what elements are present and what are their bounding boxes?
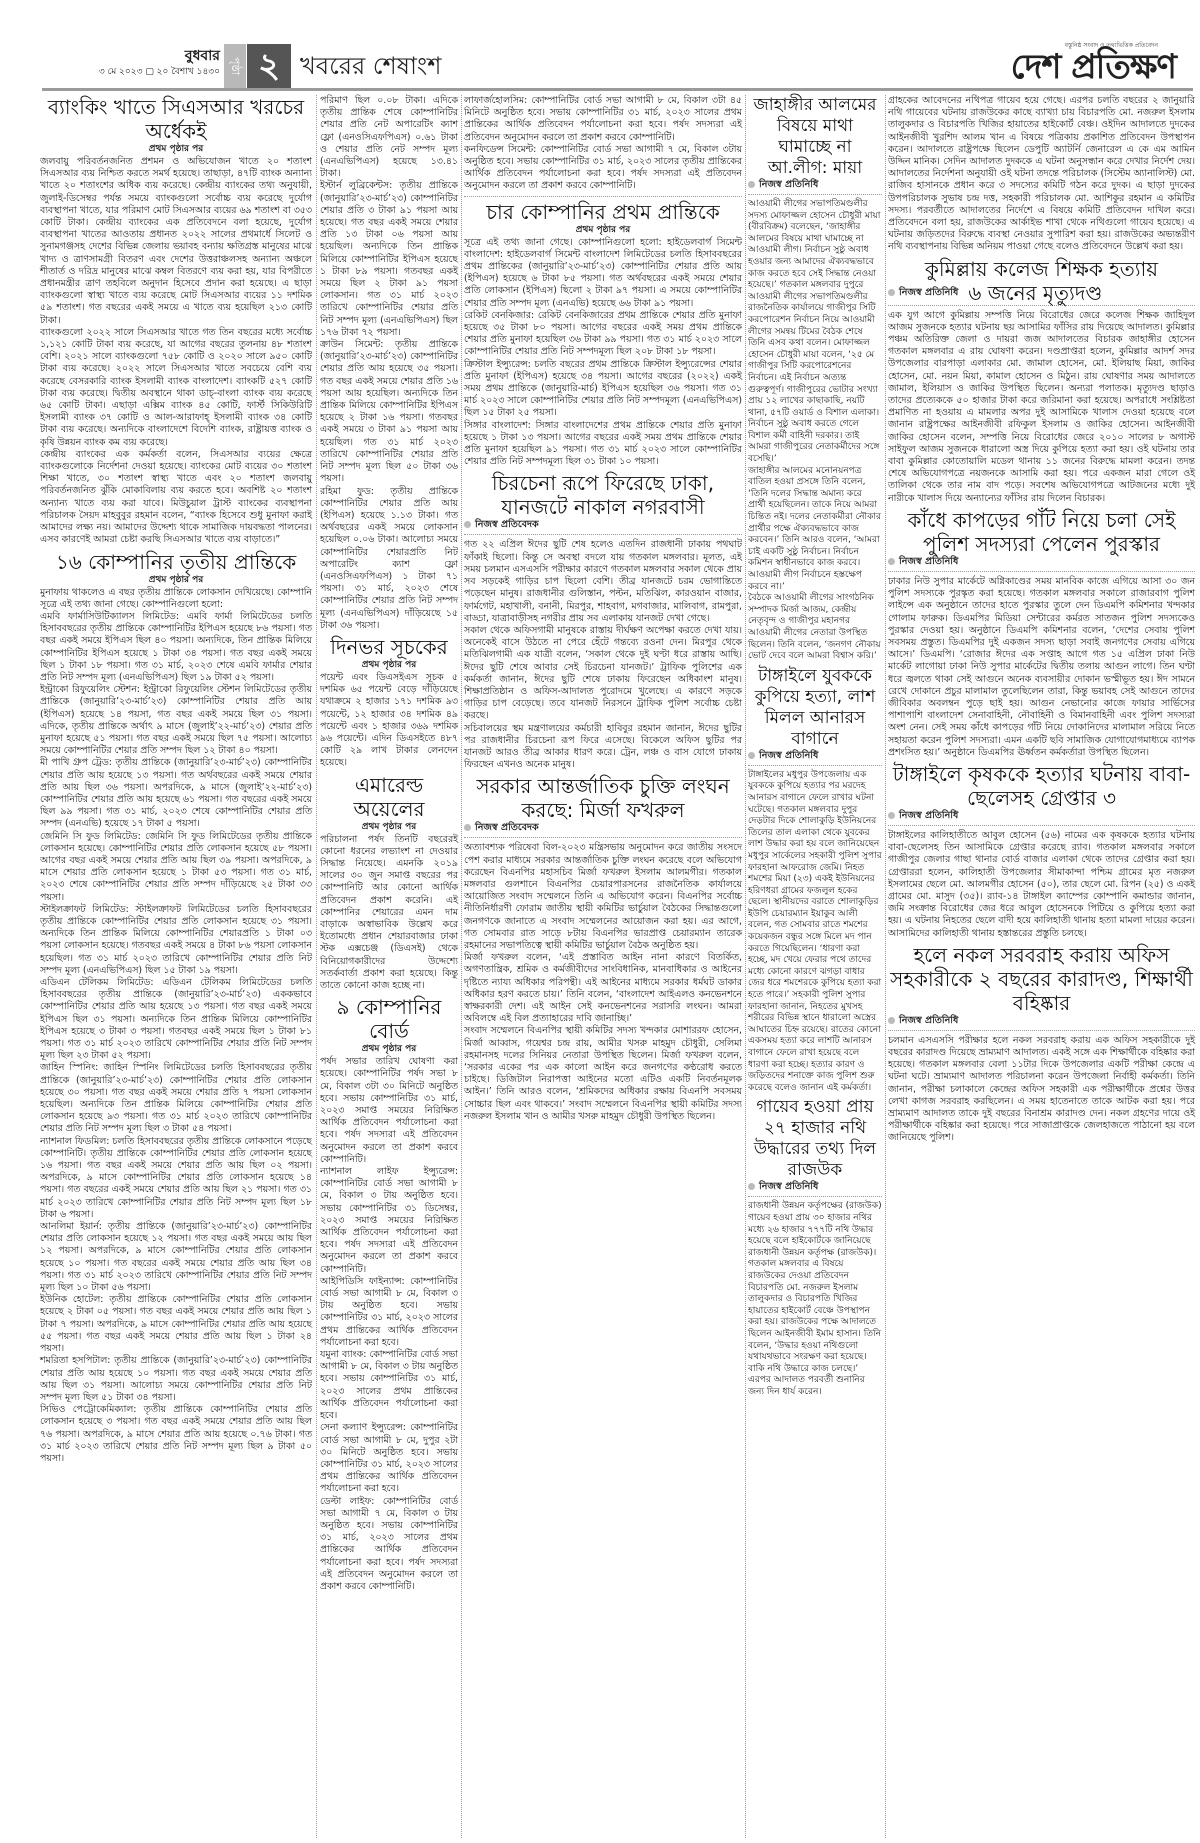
paragraph: পর্ষদ সভার তারিখ ঘোষণা করা হয়েছে। কোম্পানিটির পর্ষদ সভা ৮ মে, বিকাল ৩টা ৩০ মিনিটে অনুষ্ঠিত হবে। সভায় কোম্পানিটির ৩১ মার্চ, ২০২৩ সমাপ্ত সময়ের নিরিক্ষিত আর্থিক প্রতিবেদন পর্যালোচনা করা হবে। পর্ষদ সদস্যরা এই প্রতিবেদন অনুমোদন করলে তা প্রকাশ করবে কোম্পানিটি। [320, 1056, 458, 1165]
paragraph: সচিবালয়ের স্থম মন্ত্রণালয়ের কর্মচারী হাবিবুর রহমান জানান, ঈদের ছুটির পর রাজধানীর চিরচেনা রূপ ফিরে এসেছে। বিকেলে অফিস ছুটির পর যানজট আরও তীব্র আকার ধারণ করে। ট্রেন, লঞ্চ ও বাস যোগে ঢাকায় ফিরছেন এখনও অনেক মানুষ। [464, 722, 742, 771]
paragraph: পরিচালনা পর্ষদ তিনটি বছরেরই কোনো ধরনের লভ্যাংশ না দেওয়ার সিদ্ধান্ত নিয়েছে। এমনকি ২০১৯ সালের ৩০ জুন সমাপ্ত বছরের পর কোম্পানিটি আর কোনো আর্থিক প্রতিবেদন প্রকাশ করেনি। এই কোম্পানির শেয়ারের এমন দাম বাড়াকে অস্বাভাবিক উল্লেখ করে ইতোমধ্যে প্রধান শেয়ারবাজার ঢাকা স্টক এক্সচেঞ্জ (ডিএসই) থেকে বিনিয়োগকারীদের উদ্দেশ্যে সতর্কবার্তা প্রকাশ করা হয়েছে। কিন্তু তাতে কোনো কাজ হচ্ছে না। [320, 833, 458, 991]
byline-text: নিজস্ব প্রতিনিধি [899, 809, 959, 821]
article-hall [888, 943, 1195, 1145]
issue-date: ৩ মে ২০২৩ ▢ ২০ বৈশাখ ১৪৩০ [98, 67, 220, 77]
article-body [888, 310, 1195, 505]
paragraph: টাঙ্গাইলের কালিহাতীতে আবুল হোসেন (৫৬) নামের এক কৃষককে হত্যার ঘটনায় বাবা-ছেলেসহ তিন আসামিকে গ্রেপ্তার করেছে র‍্যাব। গতকাল মঙ্গলবার সকালে গাজীপুর জেলার গাছা থানার বোর্ড বাজার এলাকা থেকে তাদের গ্রেপ্তার করা হয়। গ্রেপ্তাররা হলেন, কালিহাতী উপজেলার সীমাকান্দা পশ্চিম গ্রামের মৃত নজরুল ইসলামের ছেলে মো. আলমগীর হোসেন (৫০), তার ছেলে মো. রিপন (২৫) ও একই গ্রামের মো. মাসুদ (৩৫)। র‍্যাব-১৪ টাঙ্গাইল ক্যাম্পের কোম্পানি কমান্ডার জানান, জমি সংক্রান্ত বিরোধের জের ধরে আবুল হোসেনকে পিটিয়ে ও কুপিয়ে হত্যা করা হয়। এ ঘটনায় নিহতের ছেলে বাদী হয়ে কালিহাতী থানায় হত্যা মামলা দায়ের করেন। আসামিদের কালিহাতী থানায় হস্তান্তরের প্রস্তুতি চলছে। [888, 829, 1195, 939]
article-col2cont [320, 95, 458, 632]
article-body [320, 1056, 458, 1593]
article-body [464, 842, 742, 1123]
column-divider [745, 95, 746, 1838]
paragraph: টাঙ্গাইলের মধুপুর উপজেলায় এক যুবককে কুপিয়ে হত্যার পর মরদেহ আনারস বাগানে ফেলে রাখার ঘটনা ঘটেছে। গতকাল মঙ্গলবার দুপুর দেড়টার দিকে শোলাকুড়ি ইউনিয়নের তিলের তাল এলাকা থেকে যুবকের লাশ উদ্ধার করা হয় বলে জানিয়েছেন মধুপুর সার্কেলের সহকারী পুলিশ সুপার ফারহানা আফরোজ জেমি। নিহত শমশের মিয়া (২৩) একই ইউনিয়নের হরিণধরা গ্রামের ফজলুল হকের ছেলে। স্থানীয়দের বরাতে শোলাকুড়ির ইউপি চেয়ারম্যান ইয়াকুব আলী বলেন, গত সোমবার রাতে শমশের কয়েকজন বন্ধুর সঙ্গে মিলে মদ পান করতে গিয়েছিলেন। ‘ধারণা করা হচ্ছে, মদ খেয়ে ফেরার পথে তাদের মধ্যে কোনো কারণে ঝগড়া বাধার জের ধরে শমশেরকে কুপিয়ে হত্যা করা হতে পারে।’ সহকারী পুলিশ সুপার ফারহানা জানান, নিহতের মুখসহ শরীরের বিভিন্ন স্থানে ধারালো অস্ত্রের আঘাতের চিহ্ন রয়েছে। রাতের কোনো একসময় হত্যা করে লাশটি আনারস বাগানে ফেলে রাখা হয়েছে বলে ধারণা করা হচ্ছে। হত্যার কারণ ও জড়িতদের শনাক্তে কাজ পুলিশ শুরু করেছে বলেও জানান এই কর্মকর্তা। [748, 769, 882, 1093]
paragraph: এমবি ফার্মাসিউটিক্যালস লিমিটেড: এমবি ফার্মা লিমিটেডের চলতি হিসাববছরের তৃতীয় প্রান্তিকে কোম্পানিটির ইপিএস হয়েছে ৮৬ পয়সা। গত বছর একই সময়ে ইপিএস ছিল ৪০ পয়সা। অন্যদিকে, তিন প্রান্তিক মিলিয়ে কোম্পানিটির ইপিএস হয়েছে ১ টাকা ৩৪ পয়সা। গত বছর একই সময়ে ছিল ১ টাকা ১৮ পয়সা। গত ৩১ মার্চ, ২০২৩ শেষে এমবি ফার্মার শেয়ার প্রতি নিট সম্পদ মূল্য (এনএভিপিএস) ছিল ১৯ টাকা ৫২ পয়সা। [40, 610, 312, 683]
issue-day: বুধবার [184, 48, 220, 64]
article-tangail1 [748, 666, 882, 1095]
byline-text: নিজস্ব প্রতিবেদক [475, 822, 539, 834]
paragraph: ডেল্টা লাইফ: কোম্পানিটির বোর্ড সভা আগামী ৭ মে, বিকাল ৩ টায় অনুষ্ঠিত হবে। সভায় কোম্পানিটির ৩১ মার্চ, ২০২৩ সালের প্রথম প্রান্তিকের আর্থিক প্রতিবেদন পর্যালোচনা করা হবে। পর্ষদ সদস্যরা এই প্রতিবেদন অনুমোদন করলে তা প্রকাশ করবে কোম্পানিটি। [320, 1495, 458, 1592]
paragraph: জাহিন স্পিনিং: জাহিন স্পিনিং লিমিটেডের চলতি হিসাববছরের তৃতীয় প্রান্তিকে (জানুয়ারি’২৩-মার্চ’২৩) কোম্পানিটির শেয়ার প্রতি লোকসান হয়েছে ৩০ পয়সা। গত বছর একই সময়ে শেয়ার প্রতি ৭ পয়সা লোকসান হয়েছিল। অন্যদিকে তিন প্রান্তিক মিলিয়ে কোম্পানিটির শেয়ার প্রতি লোকসান হয়েছে ৯৩ পয়সা। গত ৩১ মার্চ ২০২৩ তারিখে কোম্পানিটির শেয়ার প্রতি নিট সম্পদ মূল্য ছিল ৩ টাকা ৫৪ পয়সা। [40, 1062, 312, 1135]
article-q3 [40, 550, 312, 1466]
paragraph: গ্রাহকের আবেদনের নথিপত্র গায়েব হয়ে গেছে। এরপর চলতি বছরের ২ জানুয়ারি নথি গায়েবের ঘটনায় রাজউকের কাছে ব্যাখ্যা চায় বিচারপতি মো. নজরুল ইসলাম তালুকদার ও বিচারপতি খিজির হায়াতের হাইকোর্ট বেঞ্চ। ওইদিন আদালতে দুদকের আইনজীবী খুরশিদ আলম খান এ বিষয়ে পত্রিকায় প্রকাশিত প্রতিবেদন উপস্থাপন করেন। আদালতে রাষ্ট্রপক্ষে ছিলেন ডেপুটি অ্যাটর্নি জেনারেল এ কে এম আমিন উদ্দিন মানিক। সেদিন আদালত দুদককে এ ঘটনা অনুসন্ধান করে দেখার নির্দেশ দেয়। আদালতের নির্দেশনা অনুযায়ী ওই ঘটনা তদন্তে পরিচালক (সিস্টেম অ্যানালিস্ট) মো. রাজিব হাসানকে প্রধান করে ৩ সদস্যের কমিটি গঠন করে দুদক। এ ছাড়া দুদকের উপপরিচালক সুভাষ চন্দ্র দত্ত, সহকারী পরিচালক মো. আশিকুর রহমান এ কমিটির সদস্য। পরবর্তীতে আদালতের নির্দেশে এ বিষয়ে কমিটি প্রতিবেদন দাখিল করে। প্রতিবেদনে বলা হয়, রাজউকের আর্কাইভ শাখা থেকে নথিগুলো গায়েব হয়েছে। এ ঘটনায় জড়িতদের বিরুদ্ধে ব্যবস্থা নেওয়ার সুপারিশ করা হয়। রাজউকের অভ্যন্তরীণ নথি ব্যবস্থাপনায় বিভিন্ন অনিয়ম পাওয়া গেছে বলেও প্রতিবেদনে উল্লেখ করা হয়। [888, 95, 1195, 253]
paragraph: ইস্টার্ন লুব্রিকেন্টস: তৃতীয় প্রান্তিকে (জানুয়ারি’২৩-মার্চ’২৩) কোম্পানিটির শেয়ার প্রতি ৩ টাকা ৯১ পয়সা আয় হয়েছে। গত বছর একই সময়ে শেয়ার প্রতি ১৩ টাকা ০৬ পয়সা আয় হয়েছিল। অন্যদিকে তিন প্রান্তিক মিলিয়ে কোম্পানিটির ইপিএস হয়েছে ১ টাকা ৮৯ পয়সা। গতবছর একই সময়ে ছিল ২ টাকা ৯১ পয়সা লোকসান। গত ৩১ মার্চ ২০২৩ তারিখে কোম্পানিটির শেয়ার প্রতি নিট সম্পদ মূল্য (এনএভিপিএস) ছিল ১৭৬ টাকা ৭২ পয়সা। [320, 180, 458, 338]
article-lafarge [464, 95, 742, 197]
byline-dot-icon [888, 289, 895, 296]
headline: ১৬ কোম্পানির তৃতীয় প্রান্তিকে [55, 549, 297, 574]
paragraph: মী পাখি গ্রুপ ট্রেড: তৃতীয় প্রান্তিকে (জানুয়ারি’২৩-মার্চ’২৩) কোম্পানিটির শেয়ার প্রতি আয় হয়েছে ১৩ পয়সা। গত অর্থবছরের একই সময়ে শেয়ার প্রতি আয় ছিল ৩৬ পয়সা। অপরদিকে, ৯ মাসে (জুলাই’২২-মার্চ’২৩) কোম্পানিটির শেয়ার প্রতি আয় হয়েছে ৬১ পয়সা। গত বছরের একই সময়ে ছিল ৯৯ পয়সা। গত ৩১ মার্চ, ২০২৩ শেষে কোম্পানিটির শেয়ার প্রতি সম্পদ (এনএভি) হয়েছে ১৭ টাকা ৫ পয়সা। [40, 757, 312, 830]
article-body [40, 587, 312, 1466]
column-3 [464, 95, 742, 1126]
byline-text: নিজস্ব প্রতিনিধি [759, 1181, 819, 1193]
headline-second-line: ৬ জনের মৃত্যুদণ্ড [968, 280, 1103, 305]
paragraph: জেমিনি সি ফুড লিমিটেড: জেমিনি সি ফুড লিমিটেডের তৃতীয় প্রান্তিকে লোকসান হয়েছে। কোম্পানিটির শেয়ার প্রতি লোকসান হয়েছে ৫৮ পয়সা। আগের বছর একই সময়ে শেয়ার প্রতি আয় ছিল ৩৯ পয়সা। অপরদিকে, ৯ মাসে শেয়ার প্রতি লোকসান হয়েছে ১ টাকা ৫৩ পয়সা। গত ৩১ মার্চ, ২০২৩ শেষে কোম্পানিটির শেয়ার প্রতি সম্পদ দাঁড়িয়েছে ২৫ টাকা ৩৩ পয়সা। [40, 830, 312, 903]
byline-dot-icon [888, 1017, 895, 1024]
paragraph: অত্যাবশ্যক পরিষেবা বিল-২০২৩ মন্ত্রিসভায় অনুমোদন করে জাতীয় সংসদে পেশ করার মাধ্যমে সরকার আন্তর্জাতিক চুক্তি লংঘন করেছে বলে অভিযোগ করেছেন বিএনপির মহাসচিব মির্জা ফখরুল ইসলাম আলমগীর। গতকাল মঙ্গলবার গুলশানে বিএনপির চেয়ারপারসনের রাজনৈতিক কার্যালয়ে আয়োজিত সংবাদ সম্মেলনে তিনি এ অভিযোগ করেন। বিএনপির সর্বোচ্চ নীতিনির্ধারণী ফোরাম জাতীয় স্থায়ী কমিটির ভার্চুয়াল বৈঠকের সিদ্ধান্তগুলো জনগণকে জানাতে এ সংবাদ সম্মেলনের আয়োজন করা হয়। এর আগে, গত সোমবার রাত সাড়ে ৮টায় বিএনপির ভারপ্রাপ্ত চেয়ারম্যান তারেক রহমানের সভাপতিত্বে স্থায়ী কমিটির ভার্চুয়াল বৈঠক অনুষ্ঠিত হয়। [464, 842, 742, 951]
column-2 [320, 95, 458, 1596]
byline [888, 810, 1195, 826]
continued-from-front-page: প্রথম পৃষ্ঠার পর [575, 224, 631, 235]
paragraph: আইপিডিসি ফাইন্যান্স: কোম্পানিটির বোর্ড সভা আগামী ৮ মে, বিকাল ৩ টায় অনুষ্ঠিত হবে। সভায় কোম্পানিটির ৩১ মার্চ, ২০২৩ সালের প্রথম প্রান্তিকের আর্থিক প্রতিবেদন পর্যালোচনা করা হবে। [320, 1275, 458, 1348]
article-body [464, 539, 742, 771]
article-dinbhor [320, 635, 458, 770]
article-char [464, 200, 742, 469]
headline: জাহাঙ্গীর আলমের বিষয়ে মাথা ঘামাচ্ছে না আ.লীগ: মায়া [753, 95, 877, 178]
article-jahangir [748, 95, 882, 663]
article-board9 [320, 995, 458, 1593]
byline-text: নিজস্ব প্রতিনিধি [759, 749, 819, 761]
column-divider [316, 95, 317, 1838]
headline-row [888, 281, 1195, 306]
page-number: ২ [247, 44, 291, 88]
byline [464, 822, 742, 838]
byline [748, 179, 882, 195]
byline [748, 1181, 882, 1197]
byline-text: নিজস্ব প্রতিনিধি [759, 179, 819, 190]
headline: ৯ কোম্পানির বোর্ড [336, 995, 442, 1044]
paragraph: মুনাফায় থাকলেও এ বছর তৃতীয় প্রান্তিকে লোকসান দেখিয়েছে। কোম্পানি সূত্রে এই তথ্য জানা গেছে। কোম্পানিগুলো হলো: [40, 586, 312, 610]
headline: টাঙ্গাইলে যুবককে কুপিয়ে হত্যা, লাশ মিলল আনারস বাগানে [754, 665, 876, 749]
paragraph: কনফিডেন্স সিমেন্ট: কোম্পানিটির বোর্ড সভা আগামী ৭ মে, বিকাল ৩টায় অনুষ্ঠিত হবে। সভায় কোম্পানিটির ৩১ মার্চ, ২০২৩ সালের তৃতীয় প্রান্তিকের আর্থিক প্রতিবেদন পর্যালোচনা করা হবে। পর্ষদ সদস্যরা এই প্রতিবেদন অনুমোদন করলে তা প্রকাশ করবে কোম্পানিটি। [464, 143, 742, 192]
article-cumilla [888, 257, 1195, 505]
article-sarkar [464, 774, 742, 1123]
headline: টাঙ্গাইলে কৃষককে হত্যার ঘটনায় বাবা-ছেলেসহ গ্রেপ্তার ৩ [892, 761, 1191, 810]
paragraph: রেকিট বেনকিজার: রেকিট বেনকিজারের প্রথম প্রান্তিকে শেয়ার প্রতি মুনাফা হয়েছে ৩৫ টাকা ৮০ পয়সা। আগের বছরের একই সময় প্রথম প্রান্তিকে শেয়ার প্রতি মুনাফা হয়েছিল ৩৬ টাকা ৯৯ পয়সা। গত ৩১ মার্চ ২০২৩ সালে কোম্পানিটির শেয়ার প্রতি নিট সম্পদমূল্য ছিল ২০৮ টাকা ১৮ পয়সা। [464, 309, 742, 358]
article-body [748, 770, 882, 1095]
byline-text: নিজস্ব প্রতিবেদক [475, 519, 539, 531]
paragraph: রহিমা ফুড: তৃতীয় প্রান্তিকে কোম্পানিটির শেয়ার প্রতি আয় (ইপিএস) হয়েছে ১.১৩ টাকা। গত অর্থবছরের একই সময়ে লোকসান হয়েছিল ০.০৬ টাকা। আলোচ্য সময়ে কোম্পানিটির শেয়ারপ্রতি নিট অপারেটিং ক্যাশ ফ্লো (এনওসিএফপিএস) ১ টাকা ৭১ পয়সা। ৩১ মার্চ, ২০২৩ শেষে কোম্পানিটির শেয়ার প্রতি নিট সম্পদ মূল্য (এনএভিপিএস) দাঁড়িয়েছে ১৫ টাকা ৩৬ পয়সা। [320, 485, 458, 631]
headline: চার কোম্পানির প্রথম প্রান্তিকে [486, 199, 720, 224]
byline [888, 556, 1195, 572]
article-body [40, 156, 312, 547]
byline-text: নিজস্ব প্রতিনিধি [899, 286, 959, 298]
headline: হলে নকল সরবরাহ করায় অফিস সহকারীকে ২ বছরের কারাদণ্ড, শিক্ষার্থী বহিষ্কার [890, 942, 1193, 1015]
byline-dot-icon [888, 812, 895, 819]
paragraph: জলবায়ু পরিবর্তনজনিত প্রশমন ও অভিযোজন খাতে ২০ শতাংশ সিএসআর ব্যয় নিশ্চিত করতে সমর্থ হয়েছে। তাছাড়া, ৪৭টি ব্যাংক অন্যান্য খাতে ২০ শতাংশের অধিক ব্যয় করেছে। কেন্দ্রীয় ব্যাংকের তথ্য অনুযায়ী, জুলাই-ডিসেম্বর পর্যন্ত সময়ে ব্যাংকগুলো সর্বোচ্চ ব্যয় করেছে দুর্যোগ ব্যবস্থাপনা খাতে, যার পরিমাণ মোট সিএসআর ব্যয়ের ৬৯ শতাংশ বা ৩৫৩ কোটি টাকা। কেন্দ্রীয় ব্যাংকের এক প্রতিবেদনে বলা হয়েছে, দুর্যোগ ব্যবস্থাপনা খাতের আওতায় প্রধানত ২০২২ সালের প্রথমার্ধে সিলেট ও সুনামগঞ্জসহ দেশের বিভিন্ন জেলায় ভয়াবহ বন্যায় ক্ষতিগ্রস্ত মানুষের মাঝে খাদ্য ও ত্রাণসামগ্রী বিতরণ এবং দেশের উত্তরাঞ্চলসহ অন্যান্য অঞ্চলে শীতার্ত ও দরিদ্র মানুষের মাঝে কম্বল বিতরণে ব্যয় করা হয়, যার বিপরীতে প্রধানমন্ত্রীর ত্রাণ তহবিলে অনুদান হিসেবে প্রদান করা হয়েছে। এ ছাড়া ব্যাংকগুলো স্বাস্থ্য খাতে ব্যয় করেছে মোট সিএসআর ব্যয়ের ১১ দশমিক ৫৯ শতাংশ। গত বছরের একই সময়ে এ খাতে ব্যয় হয়েছিল ২১৩ কোটি টাকা। [40, 156, 312, 326]
paragraph: কেন্দ্রীয় ব্যাংকের এক কর্মকর্তা বলেন, সিএসআর ব্যয়ের ক্ষেত্রে ব্যাংকগুলোকে নির্দেশনা দেওয়া হয়েছে। ব্যাংকের মোট ব্যয়ের ৩০ শতাংশ শিক্ষা খাতে, ৩০ শতাংশ স্বাস্থ্য খাতে এবং ২০ শতাংশ জলবায়ু পরিবর্তনজনিত ঝুঁকি মোকাবিলায় ব্যয় করতে হবে। অবশিষ্ট ২০ শতাংশ অন্যান্য খাতে ব্যয় করা যাবে। মিউচুয়াল ট্রাস্ট ব্যাংকের ব্যবস্থাপনা পরিচালক সৈয়দ মাহবুবুর রহমান বলেন, “ব্যাংক হিসেবে শুধু মুনাফা করাই আমাদের লক্ষ্য নয়। আমাদের উদ্দেশ্য থাকে সামাজিক দায়বদ্ধতা পালনের। এসব কারণেই আমরা চেষ্টা করছি সিএসআর খাতে ব্যয় বাড়াতে।” [40, 448, 312, 546]
article-body [888, 576, 1195, 759]
headline: এমারেল্ড অয়েলের [353, 772, 425, 821]
article-body [888, 1035, 1195, 1145]
paragraph: চলমান এসএসসি পরীক্ষার হলে নকল সরবরাহ করায় এক অফিস সহকারীকে দুই বছরের কারাদণ্ড দিয়েছে ভ্রাম্যমাণ আদালত। একই সঙ্গে এক শিক্ষার্থীকে বহিষ্কার করা হয়েছে। গতকাল মঙ্গলবার বেলা ১১টার দিকে উপজেলার একটি পরীক্ষা কেন্দ্রে এ ঘটনা ঘটে। ভ্রাম্যমাণ আদালত পরিচালনা করেন উপজেলা নির্বাহী কর্মকর্তা। তিনি জানান, পরীক্ষা চলাকালে কেন্দ্রের অফিস সহকারী এক পরীক্ষার্থীকে প্রশ্নের উত্তর লেখা কাগজ সরবরাহ করছিলেন। এ সময় হাতেনাতে তাকে আটক করা হয়। পরে ভ্রাম্যমাণ আদালত তাকে দুই বছরের বিনাশ্রম কারাদণ্ড দেন। নকল গ্রহণের দায়ে ওই পরীক্ষার্থীকে বহিষ্কার করা হয়েছে। পরে সাজাপ্রাপ্তকে জেলহাজতে পাঠানো হয় বলে জানিয়েছে পুলিশ। [888, 1034, 1195, 1144]
paragraph: সেনা কল্যাণ ইন্স্যুরেন্স: কোম্পানিটির বোর্ড সভা আগামী ৮ মে, দুপুর ২টা ৩০ মিনিটে অনুষ্ঠিত হবে। সভায় কোম্পানিটির ৩১ মার্চ, ২০২৩ সালের প্রথম প্রান্তিকের আর্থিক প্রতিবেদন পর্যালোচনা করা হবে। [320, 1422, 458, 1495]
article-body [888, 95, 1195, 254]
paragraph: লাফার্জহোলসিম: কোম্পানিটির বোর্ড সভা আগামী ৮ মে, বিকাল ৩টা ৪৫ মিনিটে অনুষ্ঠিত হবে। সভায় কোম্পানিটির ৩১ মার্চ, ২০২৩ সালের প্রথম প্রান্তিকের আর্থিক প্রতিবেদন পর্যালোচনা করা হবে। পর্ষদ সদস্যরা এই প্রতিবেদন অনুমোদন করলে তা প্রকাশ করবে কোম্পানিটি। [464, 95, 742, 143]
paragraph: পয়েন্ট এবং ডিএসইএস সূচক ৫ দশমিক ৬৫ পয়েন্ট বেড়ে দাঁড়িয়েছে যথাক্রমে ২ হাজার ১৭১ দশমিক ৯৩ পয়েন্টে, ১২ হাজার ৩৪ দশমিক ৪৯ পয়েন্টে এবং ১ হাজার ৩৬৯ দশমিক ৯৬ পয়েন্টে। এদিন ডিএসইতে ৪৮৭ কোটি ২৯ লাখ টাকার লেনদেন হয়েছে। [320, 671, 458, 769]
headline: ব্যাংকিং খাতে সিএসআর খরচের অর্ধেকই [47, 95, 305, 143]
logo-tagline: বস্তুনিষ্ঠ সংবাদ ও তথ্যভিত্তিক প্রতিবেদন [1064, 42, 1158, 49]
continued-from-front-page: প্রথম পৃষ্ঠার পর [148, 144, 204, 154]
story-divider [464, 196, 742, 197]
headline: দিনভর সূচকের [330, 634, 448, 659]
paragraph: যমুনা ব্যাংক: কোম্পানিটির বোর্ড সভা আগামী ৮ মে, বিকাল ৩ টায় অনুষ্ঠিত হবে। সভায় কোম্পানিটির ৩১ মার্চ, ২০২৩ সালের প্রথম প্রান্তিকের আর্থিক প্রতিবেদন পর্যালোচনা করা হবে। [320, 1349, 458, 1422]
headline: কাঁধে কাপড়ের গাঁট নিয়ে চলা সেই পুলিশ সদস্যরা পেলেন পুরস্কার [907, 507, 1176, 556]
paragraph: বৈঠকে আওয়ামী লীগের সাংগঠনিক সম্পাদক মির্জা আজম, কেন্দ্রীয় নেতৃবৃন্দ ও গাজীপুর মহানগর আওয়ামী লীগের নেতারা উপস্থিত ছিলেন। তিনি বলেন, ‘জনগণ নৌকায় ভোট দেবে বলে আমরা বিশ্বাস করি।’ [748, 593, 881, 662]
section-title: খবরের শেষাংশ [300, 52, 442, 80]
article-chirchena [464, 471, 742, 771]
byline [748, 750, 882, 766]
paragraph: সিভিও পেট্রোকেমিক্যাল: তৃতীয় প্রান্তিকে কোম্পানিটির শেয়ার প্রতি লোকসান হয়েছে ৩ পয়সা। গত বছর একই সময়ে শেয়ার প্রতি আয় ছিল ৭৬ পয়সা। অপরদিকে, ৯ মাসে শেয়ার প্রতি আয় হয়েছে ০.৭৬ টাকা। গত ৩১ মার্চ ২০২৩ তারিখে শেয়ার প্রতি নিট সম্পদ মূল্য ছিল ৯ টাকা ৫০ পয়সা। [40, 1404, 312, 1464]
column-divider [461, 95, 462, 1838]
byline [888, 287, 968, 299]
article-police [888, 508, 1195, 759]
paragraph: ইউনিক হোটেল: তৃতীয় প্রান্তিকে কোম্পানিটির শেয়ার প্রতি লোকসান হয়েছে ২ টাকা ০৫ পয়সা। গত বছর একই সময়ে শেয়ার প্রতি আয় ছিল ১ টাকা ৭ পয়সা। অপরদিকে, ৯ মাসে কোম্পানিটির শেয়ার প্রতি আয় হয়েছে ৫৫ পয়সা। গত বছর একই সময়ে শেয়ার প্রতি আয় ছিল ১ টাকা ২৪ পয়সা। [40, 1294, 312, 1355]
headline: চিরচেনা রূপে ফিরেছে ঢাকা, যানজটে নাকাল নগরবাসী [491, 471, 715, 520]
header-rule [42, 88, 1193, 91]
paragraph: আনলিমা ইয়ার্ন: তৃতীয় প্রান্তিকে (জানুয়ারি’২৩-মার্চ’২৩) কোম্পানিটির শেয়ার প্রতি লোকসান হয়েছে ১২ পয়সা। গত বছর একই সময়ে আয় ছিল ১২ পয়সা। অপরদিকে, ৯ মাসে কোম্পানিটির শেয়ার প্রতি লোকসান হয়েছে ১০ পয়সা। গত বছরের একই সময়ে শেয়ার প্রতি আয় ছিল ৩৪ পয়সা। গত ৩১ মার্চ ২০২৩ তারিখে কোম্পানিটির শেয়ার প্রতি নিট সম্পদ মূল্য ছিল ১০ টাকা ৫৬ পয়সা। [40, 1221, 312, 1294]
paragraph: ন্যাশনাল ফিডমিল: চলতি হিসাববছরের তৃতীয় প্রান্তিকে লোকসানে পড়েছে কোম্পানিটি। তৃতীয় প্রান্তিকে কোম্পানিটির শেয়ার প্রতি লোকসান হয়েছে ১৬ পয়সা। গত বছর একই সময়ে শেয়ার প্রতি আয় ছিল ০২ পয়সা। অপরদিকে, ৯ মাসে কোম্পানিটির শেয়ার প্রতি লোকসান হয়েছে ১৪ পয়সা। গত বছরের একই সময়ে শেয়ার প্রতি আয় ছিল ২১ পয়সা। গত ৩১ মার্চ ২০২৩ তারিখে কোম্পানিটির শেয়ার প্রতি নিট সম্পদ মূল্য ছিল ১৮ টাকা ৬ পয়সা। [40, 1135, 312, 1220]
article-body [320, 672, 458, 770]
byline-dot-icon [748, 752, 755, 759]
article-body [464, 237, 742, 469]
article-body [320, 834, 458, 993]
column-1 [40, 95, 312, 1468]
byline-dot-icon [464, 824, 471, 831]
paragraph: গত ২২ এপ্রিল ঈদের ছুটি শেষ হলেও এতদিন রাজধানী ঢাকায় পথঘাট ফাঁকাই ছিলো। কিন্তু সে অবস্থা বদলে যায় গতকাল মঙ্গলবার। মূলত, এই সময় চলমান এসএসসি পরীক্ষার কারণে গতকাল মঙ্গলবার সকাল থেকে প্রায় সব সড়কেই গাড়ির চাপ ছিলো বেশি। তীব্র যানজটে চরম ভোগান্তিতে পড়েছেন মানুষ। রাজধানীর গুলিস্তান, পল্টন, মতিঝিল, কারওয়ান বাজার, ফার্মগেট, মহাখালী, বনানী, মিরপুর, শাহবাগ, মগবাজার, মালিবাগ, রামপুরা, বাড্ডা, যাত্রাবাড়ীসহ নগরীর প্রায় সব এলাকায় যানজট দেখা গেছে। [464, 539, 742, 624]
article-body [748, 199, 882, 663]
paragraph: এডিএন টেলিকম লিমিটেড: এডিএন টেলিকম লিমিটেডের চলতি হিসাববছরের তৃতীয় প্রান্তিকে (জানুয়ারি’২৩-মার্চ’২৩) এককভাবে কোম্পানিটির শেয়ার প্রতি আয় হয়েছে ১৩ পয়সা। গত বছর একই সময়ে ইপিএস ছিল ৩১ পয়সা। অন্যদিকে তিন প্রান্তিক মিলিয়ে কোম্পানিটির ইপিএস হয়েছে ৩ টাকা ৩ পয়সা। গতবছর একই সময়ে ছিল ১ টাকা ৮১ পয়সা। গত ৩১ মার্চ ২০২৩ তারিখে কোম্পানিটির শেয়ার প্রতি নিট সম্পদ মূল্য ছিল ২৩ টাকা ৫২ পয়সা। [40, 977, 312, 1062]
paragraph: ইন্ট্রাকো রিফুয়েলিং স্টেশন: ইন্ট্রাকো রিফুয়েলিং স্টেশন লিমিটেডের তৃতীয় প্রান্তিকে (জানুয়ারি’২৩-মার্চ’২৩) কোম্পানিটির শেয়ার প্রতি আয় (ইপিএস) হয়েছে ১৪ পয়সা, গত বছর একই সময়ে ছিল ৩১ পয়সা। এদিকে, তৃতীয় প্রান্তিকে অর্থাৎ ৯ মাসে (জুলাই’২২-মার্চ’২৩) শেয়ার প্রতি মুনাফা হয়েছে ৫১ পয়সা। গত বছর একই সময়ে ছিল ৭৫ পয়সা। আলোচ্য সময়ে কোম্পানিটির শেয়ার প্রতি সম্পদ ছিল ১২ টাকা ৪০ পয়সা। [40, 684, 312, 757]
paragraph: ক্রাউন সিমেন্ট: তৃতীয় প্রান্তিকে (জানুয়ারি’২৩-মার্চ’২৩) কোম্পানিটির শেয়ার প্রতি আয় হয়েছে ৩৫ পয়সা। গত বছর একই সময়ে শেয়ার প্রতি ১৬ পয়সা আয় হয়েছিল। অন্যদিকে তিন প্রান্তিক মিলিয়ে কোম্পানিটির ইপিএস হয়েছে ২ টাকা ১৬ পয়সা। গতবছর একই সময়ে ৩ টাকা ৯১ পয়সা আয় হয়েছিল। গত ৩১ মার্চ ২০২৩ তারিখে কোম্পানিটির শেয়ার প্রতি নিট সম্পদ মূল্য ছিল ৫০ টাকা ৩৬ পয়সা। [320, 339, 459, 485]
byline-dot-icon [748, 1183, 755, 1190]
article-csr [40, 95, 312, 547]
byline-dot-icon [748, 181, 755, 188]
paragraph: আওয়ামী লীগের সভাপতিমণ্ডলীর সদস্য মোফাজ্জল হোসেন চৌধুরী মায়া (বীরবিক্রম) বলেছেন, ‘জাহাঙ্গীর আলমের বিষয়ে মাথা ঘামাচ্ছে না আওয়ামী লীগ। নির্বাচন সুষ্ঠু অবাধ হওয়ার জন্য আমাদের ঐক্যবদ্ধভাবে কাজ করতে হবে সেই সিদ্ধান্ত নেওয়া হয়েছে।’ গতকাল মঙ্গলবার দুপুরে আওয়ামী লীগের সভাপতিমণ্ডলীর রাজনৈতিক কার্যালয়ে গাজীপুর সিটি করপোরেশন নির্বাচন নিয়ে আওয়ামী লীগের সমন্বয় টিমের বৈঠক শেষে তিনি এসব কথা বলেন। মোফাজ্জল হোসেন চৌধুরী মায়া বলেন, ‘২৫ মে গাজীপুর সিটি করপোরেশনের নির্বাচন। এই নির্বাচন অত্যন্ত গুরুত্বপূর্ণ। গাজীপুরের ভোটার সংখ্যা প্রায় ১২ লাখের কাছাকাছি, নয়টি থানা, ৫৭টি ওয়ার্ড ও বিশাল এলাকা। নির্বাচন সুষ্ঠু অবাধ করতে গেলে বিশাল কর্মী বাহিনী দরকার। তাই আমরা গাজীপুরের নেতাকর্মীদের সঙ্গে বসেছি।’ [748, 199, 881, 465]
paragraph: মির্জা ফখরুল বলেন, ‘এই প্রস্তাবিত আইন নানা কারণে বিতর্কিত, অগণতান্ত্রিক, শ্রমিক ও কর্মজীবীদের সাংবিধানিক, মানবাধিকার ও আইনের দৃষ্টিতে ন্যায্য অধিকার পরিপন্থী। এই আইনের মাধ্যমে সরকার ধর্মঘট ডাকার অধিকার হরণ করতে চায়।’ তিনি বলেন, ‘বাংলাদেশ আইএলও কনভেনশনে স্বাক্ষরকারী দেশ। এই আইন সেই কনভেনশনের সরাসরি লংঘন। আমরা অবিলম্বে এই বিল প্রত্যাহারের দাবি জানাচ্ছি।’ [464, 952, 742, 1025]
article-gayeb [748, 1097, 882, 1398]
continued-from-front-page: প্রথম পৃষ্ঠার পর [148, 574, 204, 585]
article-body [320, 95, 458, 632]
paragraph: সূত্রে এই তথ্য জানা গেছে। কোম্পানিগুলো হলো: হাইডেলবার্গ সিমেন্ট বাংলাদেশ: হাইডেলবার্গ সিমেন্ট বাংলাদেশ লিমিটেডের চলতি হিসাববছরের প্রথম প্রান্তিকের (জানুয়ারি’২৩-মার্চ’২৩) কোম্পানিটির শেয়ার প্রতি আয় (ইপিএস) হয়েছে ৬ টাকা ৮৫ পয়সা। গত অর্থবছরের একই সময়ে শেয়ার প্রতি লোকসান (ইপিএস) ছিলো ২ টাকা ৯৭ পয়সা। এ সময়ে কোম্পানিটির শেয়ার প্রতি সম্পদ মূল্য (এনএভি) হয়েছে ৬৬ টাকা ৯১ পয়সা। [464, 236, 742, 309]
newspaper-logo: দেশ প্রতিক্ষণ [1010, 47, 1176, 87]
byline-text: নিজস্ব প্রতিনিধি [899, 1014, 959, 1026]
byline [888, 1015, 1195, 1031]
paragraph: স্টাইলক্রাফট লিমিটেড: স্টাইলক্রাফট লিমিটেডের চলতি হিসাববছরের তৃতীয় প্রান্তিকে কোম্পানিটির শেয়ার প্রতি লোকসান হয়েছে ৩১ পয়সা। অন্যদিকে তিন প্রান্তিক মিলিয়ে কোম্পানিটির শেয়ারপ্রতি ১ টাকা ০৩ পয়সা লোকসান হয়েছে। গতবছর একই সময়ে ৪ টাকা ৮৬ পয়সা লোকসান হয়েছিল। গত ৩১ মার্চ ২০২৩ তারিখে কোম্পানিটির শেয়ার প্রতি নিট সম্পদ মূল্য (এনএভিপিএস) ছিল ১৫ টাকা ১৯ পয়সা। [40, 903, 312, 976]
continued-from-front-page: প্রথম পৃষ্ঠার পর [361, 821, 417, 832]
article-col5cont [888, 95, 1195, 254]
headline: গায়েব হওয়া প্রায় ২৭ হাজার নথি উদ্ধারের তথ্য দিল রাজউক [753, 1097, 877, 1181]
headline: কুমিল্লায় কলেজ শিক্ষক হত্যায় [924, 256, 1159, 281]
paragraph: ঢাকার নিউ সুপার মার্কেটে অগ্নিকাণ্ডের সময় মানবিক কাজে এগিয়ে আসা ৩০ জন পুলিশ সদস্যকে পুরস্কৃত করা হয়েছে। গতকাল মঙ্গলবার সকালে রাজারবাগ পুলিশ লাইন্সে এক অনুষ্ঠানে তাদের হাতে পুরস্কার তুলে দেন ডিএমপি কমিশনার খন্দকার গোলাম ফারুক। ডিএমপির মিডিয়া সেন্টারের কর্মরত সাতজন পুলিশ সদস্যকেও পুরস্কার দেওয়া হয়। অনুষ্ঠানে ডিএমপি কমিশনার বলেন, ‘দেশের সেবায় পুলিশ সবসময় প্রস্তুত। ডিএমপির দুই একজন সদস্য ছাড়া সবাই জনগণের সেবায় এগিয়ে আসে।’ ডিএমপি। ‘রোজার ঈদের এক সপ্তাহ আগে গত ১৫ এপ্রিল ঢাকা নিউ মার্কেট লাগোয়া ঢাকা নিউ সুপার মার্কেটের দ্বিতীয় তলায় আগুন লাগে। তিন ঘণ্টা ধরে জ্বলতে থাকা সেই আগুনে অনেক ব্যবসায়ীর দোকান ভস্মীভূত হয়। ঈদ সামনে রেখে দোকানে প্রচুর মালামাল তুলেছিলেন তারা, কিন্তু ভয়াবহ সেই আগুনে তাদের জীবিকার অবলম্বন পুড়ে ছাই হয়। আগুন নেভানোর কাজে ফায়ার সার্ভিসের পাশাপাশি বাংলাদেশ সেনাবাহিনী, নৌবাহিনী ও বিমানবাহিনী এবং পুলিশ সদস্যরা অংশ নেন। সেই সময় কাঁধে কাপড়ের গাঁট নিয়ে দোকানিদের মালামাল সরিয়ে নিতে সহায়তা করেন পুলিশ সদস্যরা। এমন একটি ছবি সামাজিক যোগাযোগমাধ্যমে ব্যাপক প্রশংসিত হয়।’ অনুষ্ঠানে ডিএমপির ঊর্ধ্বতন কর্মকর্তারা উপস্থিত ছিলেন। [888, 575, 1195, 758]
article-emerald [320, 773, 458, 993]
headline: সরকার আন্তর্জাতিক চুক্তি লংঘন করছে: মির্জা ফখরুল [476, 774, 730, 823]
paragraph: ব্যাংকগুলো ২০২২ সালে সিএসআর খাতে গত তিন বছরের মধ্যে সর্বোচ্চ ১,১২১ কোটি টাকা ব্যয় করেছে, যা আগের বছরের তুলনায় ৪৮ শতাংশ বেশি। ২০২১ সালে ব্যাংকগুলো ৭৫৮ কোটি ও ২০২০ সালে ৯৫০ কোটি টাকা ব্যয় করেছে। ২০২২ সালে সিএসআর খাতে সবচেয়ে বেশি ব্যয় করেছে বেসরকারি ব্যাংক ইসলামী ব্যাংক বাংলাদেশ। ব্যাংকটি ৫২৭ কোটি টাকা ব্যয় করেছে। দ্বিতীয় অবস্থানে থাকা ডাচ্-বাংলা ব্যাংক ব্যয় করেছে ৬৫ কোটি টাকা। এছাড়া এক্সিম ব্যাংক ৪৫ কোটি, ফার্স্ট সিকিউরিটি ইসলামী ব্যাংক ৩৭ কোটি ও আল-আরাফাহ্ ইসলামী ব্যাংক ৩৪ কোটি টাকা ব্যয় করেছে। অন্যদিকে বাংলাদেশে বিদেশি ব্যাংক, রাষ্ট্রায়ত্ত ব্যাংক ও কৃষি উন্নয়ন ব্যাংক কম ব্যয় করেছে। [40, 326, 312, 448]
paragraph: সকাল থেকে অফিসগামী মানুষকে রাস্তায় দীর্ঘক্ষণ অপেক্ষা করতে দেখা যায়। অনেকেই বাসে উঠতে না পেরে হেঁটে গন্তব্যে রওনা দেন। মিরপুর থেকে মতিঝিলগামী এক যাত্রী বলেন, ‘সকাল থেকে দুই ঘণ্টা ধরে রাস্তায় আছি। ঈদের ছুটি শেষে আবার সেই চিরচেনা যানজট।’ ট্রাফিক পুলিশের এক কর্মকর্তা জানান, ঈদের ছুটি শেষে ঢাকায় ফিরেছেন অধিকাংশ মানুষ। শিক্ষাপ্রতিষ্ঠান ও অফিস-আদালত পুরোদমে খুলেছে। এ কারণে সড়কে গাড়ির চাপ বেড়েছে। তবে যানজট নিরসনে ট্রাফিক পুলিশ সর্বোচ্চ চেষ্টা করছে। [464, 624, 742, 722]
paragraph: ক্রিস্টাল ইন্স্যুরেন্স: চলতি বছরের প্রথম প্রান্তিকে ক্রিস্টাল ইন্স্যুরেন্সের শেয়ার প্রতি মুনাফা (ইপিএস) হয়েছে ৩৪ পয়সা। আগের বছরের (২০২২) একই সময় প্রথম প্রান্তিকে (জানুয়ারি-মার্চ) ইপিএস হয়েছিল ৩৬ পয়সা। গত ৩১ মার্চ ২০২৩ সালে কোম্পানিটির শেয়ার প্রতি নিট সম্পদমূল্য (এনএভিপিএস) ছিল ১৫ টাকা ২৫ পয়সা। [464, 358, 742, 419]
article-body [888, 830, 1195, 940]
byline-dot-icon [464, 521, 471, 528]
paragraph: রাজধানী উন্নয়ন কর্তৃপক্ষের (রাজউক) গায়েব হওয়া প্রায় ৩০ হাজার নথির মধ্যে ২৬ হাজার ৭৭৭টি নথি উদ্ধার হয়েছে বলে হাইকোর্টকে জানিয়েছে রাজধানী উন্নয়ন কর্তৃপক্ষ (রাজউক)। গতকাল মঙ্গলবার এ বিষয়ে রাজউকের দেওয়া প্রতিবেদন বিচারপতি মো. নজরুল ইসলাম তালুকদার ও বিচারপতি খিজির হায়াতের হাইকোর্ট বেঞ্চে উপস্থাপন করা হয়। রাজউকের পক্ষে আদালতে ছিলেন আইনজীবী ইমাম হাসান। তিনি বলেন, ‘উদ্ধার হওয়া নথিগুলো যথাযথভাবে সংরক্ষণ করা হয়েছে। বাকি নথি উদ্ধারে কাজ চলছে।’ এরপর আদালত পরবর্তী শুনানির জন্য দিন ধার্য করেন। [748, 1201, 882, 1397]
column-divider [885, 95, 886, 1838]
paragraph: পরিমাণ ছিল ০.০৮ টাকা। এদিকে তৃতীয় প্রান্তিক শেষে কোম্পানিটির শেয়ার প্রতি নেট অপারেটিং ক্যাশ ফ্লো (এনওসিএফপিএস) ০.৬১ টাকা ও শেয়ার প্রতি নেট সম্পদ মূল্য (এনএভিপিএস) হয়েছে ১৩.৪১ টাকা। [320, 95, 458, 180]
article-body [464, 95, 742, 193]
page-label: পৃষ্ঠা [224, 44, 246, 88]
column-5 [888, 95, 1195, 1148]
paragraph: এক যুগ আগে কুমিল্লায় সম্পত্তি নিয়ে বিরোধের জেরে কলেজ শিক্ষক জাহিদুল আজম সুজনকে হত্যার ঘটনায় ছয় আসামির ফাঁসির রায় দিয়েছে আদালত। কুমিল্লার পঞ্চম অতিরিক্ত জেলা ও দায়রা জজ আদালতের বিচারক জাহাঙ্গীর হোসেন গতকাল মঙ্গলবার এ রায় ঘোষণা করেন। দণ্ডপ্রাপ্তরা হলেন, কুমিল্লার আদর্শ সদর উপজেলার বারপাড়া এলাকার মো. জামাল হোসেন, মো. ইলিয়াছ মিয়া, জাকির হোসেন, মো. নয়ন মিয়া, কামাল হোসেন ও মিঠুন। রায় ঘোষণার সময় আদালতে জামাল, ইলিয়াস ও জাকির উপস্থিত ছিলেন। অন্যরা পলাতক। মৃত্যুদণ্ড ছাড়াও তাদের প্রত্যেককে ৫০ হাজার টাকা করে জরিমানা করা হয়েছে। অপরাধে সংশ্লিষ্টতা প্রমাণিত না হওয়ায় এ মামলার অপর দুই আসামিকে খালাস দেওয়া হয়েছে বলে জানান রাষ্ট্রপক্ষের আইনজীবী রফিকুল ইসলাম ও জাকির হোসেন। আইনজীবী জাকির হোসেন বলেন, সম্পত্তি নিয়ে বিরোধের জেরে ২০১০ সালের ৮ অগাস্ট সাইফুল আজম সুজনকে ধারালো অস্ত্র দিয়ে কুপিয়ে হত্যা করা হয়। ওই ঘটনায় তার বাবা কুমিল্লার কোতোয়ালি মডেল থানায় ১১ জনের বিরুদ্ধে মামলা করেন। তদন্ত শেষে অভিযোগপত্রে নয়জনকে আসামি করা হয়। পরে একজন মারা গেলে ওই তালিকা থেকে তার নাম বাদ পড়ে। সবশেষ অভিযোগপত্রে আটজনের মধ্যে দুই নারীকে খালাস দিয়ে অন্যান্যের ফাঁসির রায় দিলেন বিচারক। [888, 309, 1195, 504]
paragraph: সিঙ্গার বাংলাদেশ: সিঙ্গার বাংলাদেশের প্রথম প্রান্তিকে শেয়ার প্রতি মুনাফা হয়েছে ১ টাকা ১৩ পয়সা। আগের বছরের একই সময় প্রথম প্রান্তিকে শেয়ার প্রতি মুনাফা হয়েছিল ৯১ পয়সা। গত ৩১ মার্চ ২০২৩ সালে কোম্পানিটির শেয়ার প্রতি নিট সম্পদমূল্য ছিল ৩১ টাকা ১০ পয়সা। [464, 419, 742, 468]
article-tangail2 [888, 762, 1195, 940]
continued-from-front-page: প্রথম পৃষ্ঠার পর [361, 659, 417, 670]
article-body [748, 1201, 882, 1398]
paragraph: জাহাঙ্গীর আলমের মনোনয়নপত্র বাতিল হওয়া প্রসঙ্গে তিনি বলেন, ‘তিনি দলের সিদ্ধান্ত অমান্য করে প্রার্থী হয়েছিলেন। তাকে নিয়ে আমরা চিন্তিত নই। দলের নেতাকর্মীরা নৌকার প্রার্থীর পক্ষে ঐক্যবদ্ধভাবে কাজ করবেন।’ তিনি আরও বলেন, ‘আমরা চাই একটি সুষ্ঠু নির্বাচন। নির্বাচন কমিশন স্বাধীনভাবে কাজ করবে। আওয়ামী লীগ নির্বাচনে হস্তক্ষেপ করবে না।’ [748, 465, 881, 592]
continued-from-front-page: প্রথম পৃষ্ঠার পর [361, 1044, 417, 1055]
paragraph: সংবাদ সম্মেলনে বিএনপির স্থায়ী কমিটির সদস্য খন্দকার মোশাররফ হোসেন, মির্জা আব্বাস, গয়েশ্বর চন্দ্র রায়, আমীর খসরু মাহমুদ চৌধুরী, সেলিমা রহমানসহ দলের সিনিয়র নেতারা উপস্থিত ছিলেন। মির্জা ফখরুল বলেন, ‘সরকার একের পর এক কালো আইন করে জনগণের কণ্ঠরোধ করতে চাইছে। ডিজিটাল নিরাপত্তা আইনের মতো এটিও একটি নিবর্তনমূলক আইন।’ তিনি আরও বলেন, ‘শ্রমিকদের অধিকার রক্ষায় বিএনপি সবসময় সোচ্চার ছিল এবং থাকবে।’ সংবাদ সম্মেলনে বিএনপির স্থায়ী কমিটির সদস্য নজরুল ইসলাম খান ও আমীর খসরু মাহমুদ চৌধুরী উপস্থিত ছিলেন। [464, 1025, 742, 1122]
paragraph: ন্যাশনাল লাইফ ইন্স্যুরেন্স: কোম্পানিটির বোর্ড সভা আগামী ৮ মে, বিকাল ৩ টায় অনুষ্ঠিত হবে। সভায় কোম্পানিটির ৩১ ডিসেম্বর, ২০২৩ সমাপ্ত সময়ের নিরিক্ষিত আর্থিক প্রতিবেদন পর্যালোচনা করা হবে। পর্ষদ সদস্যরা এই প্রতিবেদন অনুমোদন করলে তা প্রকাশ করবে কোম্পানিটি। [320, 1166, 458, 1275]
column-4 [748, 95, 882, 1401]
byline [464, 519, 742, 535]
byline-text: নিজস্ব প্রতিনিধি [899, 555, 959, 567]
paragraph: শমরিতা হসপিটাল: তৃতীয় প্রান্তিকে (জানুয়ারি’২৩-মার্চ’২৩) কোম্পানিটির শেয়ার প্রতি আয় হয়েছে ১০ পয়সা। গত বছর একই সময়ে শেয়ার প্রতি আয় ছিল ৩১ পয়সা। আলোচ্য সময়ে কোম্পানিটির শেয়ার প্রতি নিট সম্পদ মূল্য ছিল ৫১ টাকা ৩৪ পয়সা। [40, 1355, 312, 1403]
byline-dot-icon [888, 558, 895, 565]
